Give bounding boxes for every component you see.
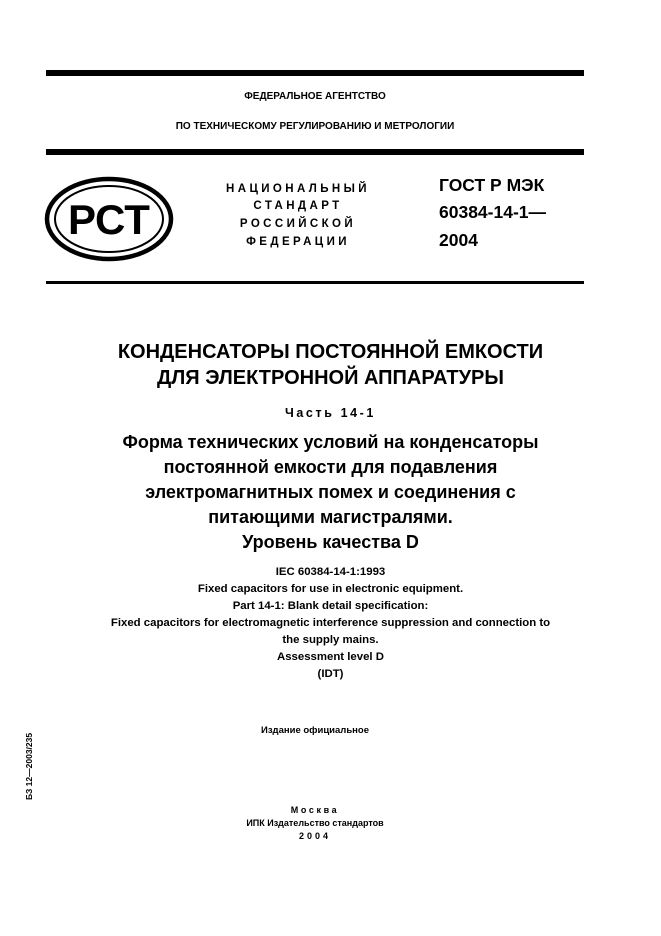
- designation-line-3: 2004: [439, 230, 478, 250]
- subtitle-line-4: питающими магистралями.: [208, 507, 453, 527]
- national-standard-line-1: НАЦИОНАЛЬНЫЙ: [226, 183, 370, 195]
- top-rule: [46, 70, 584, 76]
- subtitle-line-2: постоянной емкости для подавления: [163, 457, 498, 477]
- national-standard-line-4: ФЕДЕРАЦИИ: [246, 236, 350, 248]
- imprint-publisher: ИПК Издательство стандартов: [246, 818, 384, 828]
- designation-line-2: 60384-14-1—: [439, 202, 547, 222]
- english-title-line-4: the supply mains.: [282, 634, 379, 646]
- agency-line-2: ПО ТЕХНИЧЕСКОМУ РЕГУЛИРОВАНИЮ И МЕТРОЛОГИИ: [175, 121, 455, 132]
- side-catalog-code: БЗ 12—2003/235: [24, 732, 34, 800]
- agency-line-1: ФЕДЕРАЛЬНОЕ АГЕНТСТВО: [244, 91, 386, 102]
- edition-label: Издание официальное: [261, 725, 369, 736]
- subtitle-line-5: Уровень качества D: [242, 532, 419, 552]
- identity-marker: (IDT): [317, 668, 344, 680]
- subtitle-line-3: электромагнитных помех и соединения с: [145, 482, 516, 502]
- designation-rule: [46, 281, 584, 284]
- rst-logo-icon: [44, 176, 174, 262]
- subtitle-line-1: Форма технических условий на конденсаторы: [122, 432, 539, 452]
- national-standard-line-2: СТАНДАРТ: [253, 200, 343, 212]
- designation-line-1: ГОСТ Р МЭК: [439, 175, 545, 195]
- english-title-line-3: Fixed capacitors for electromagnetic interference suppression and connection to: [110, 617, 551, 629]
- national-standard-line-3: РОССИЙСКОЙ: [239, 218, 357, 230]
- iec-reference: IEC 60384-14-1:1993: [275, 566, 386, 578]
- header-rule: [46, 149, 584, 155]
- english-title-line-5: Assessment level D: [276, 651, 384, 663]
- title-line-1: КОНДЕНСАТОРЫ ПОСТОЯННОЙ ЕМКОСТИ: [117, 341, 544, 363]
- imprint-year: 2004: [298, 831, 332, 841]
- english-title-line-2: Part 14-1: Blank detail specification:: [232, 600, 429, 612]
- english-title-line-1: Fixed capacitors for use in electronic equipment.: [197, 583, 464, 595]
- logo-text: РСТ: [68, 196, 150, 243]
- title-line-2: ДЛЯ ЭЛЕКТРОННОЙ АППАРАТУРЫ: [157, 367, 504, 389]
- part-number: Часть 14-1: [285, 406, 376, 420]
- imprint-city: Москва: [290, 805, 340, 815]
